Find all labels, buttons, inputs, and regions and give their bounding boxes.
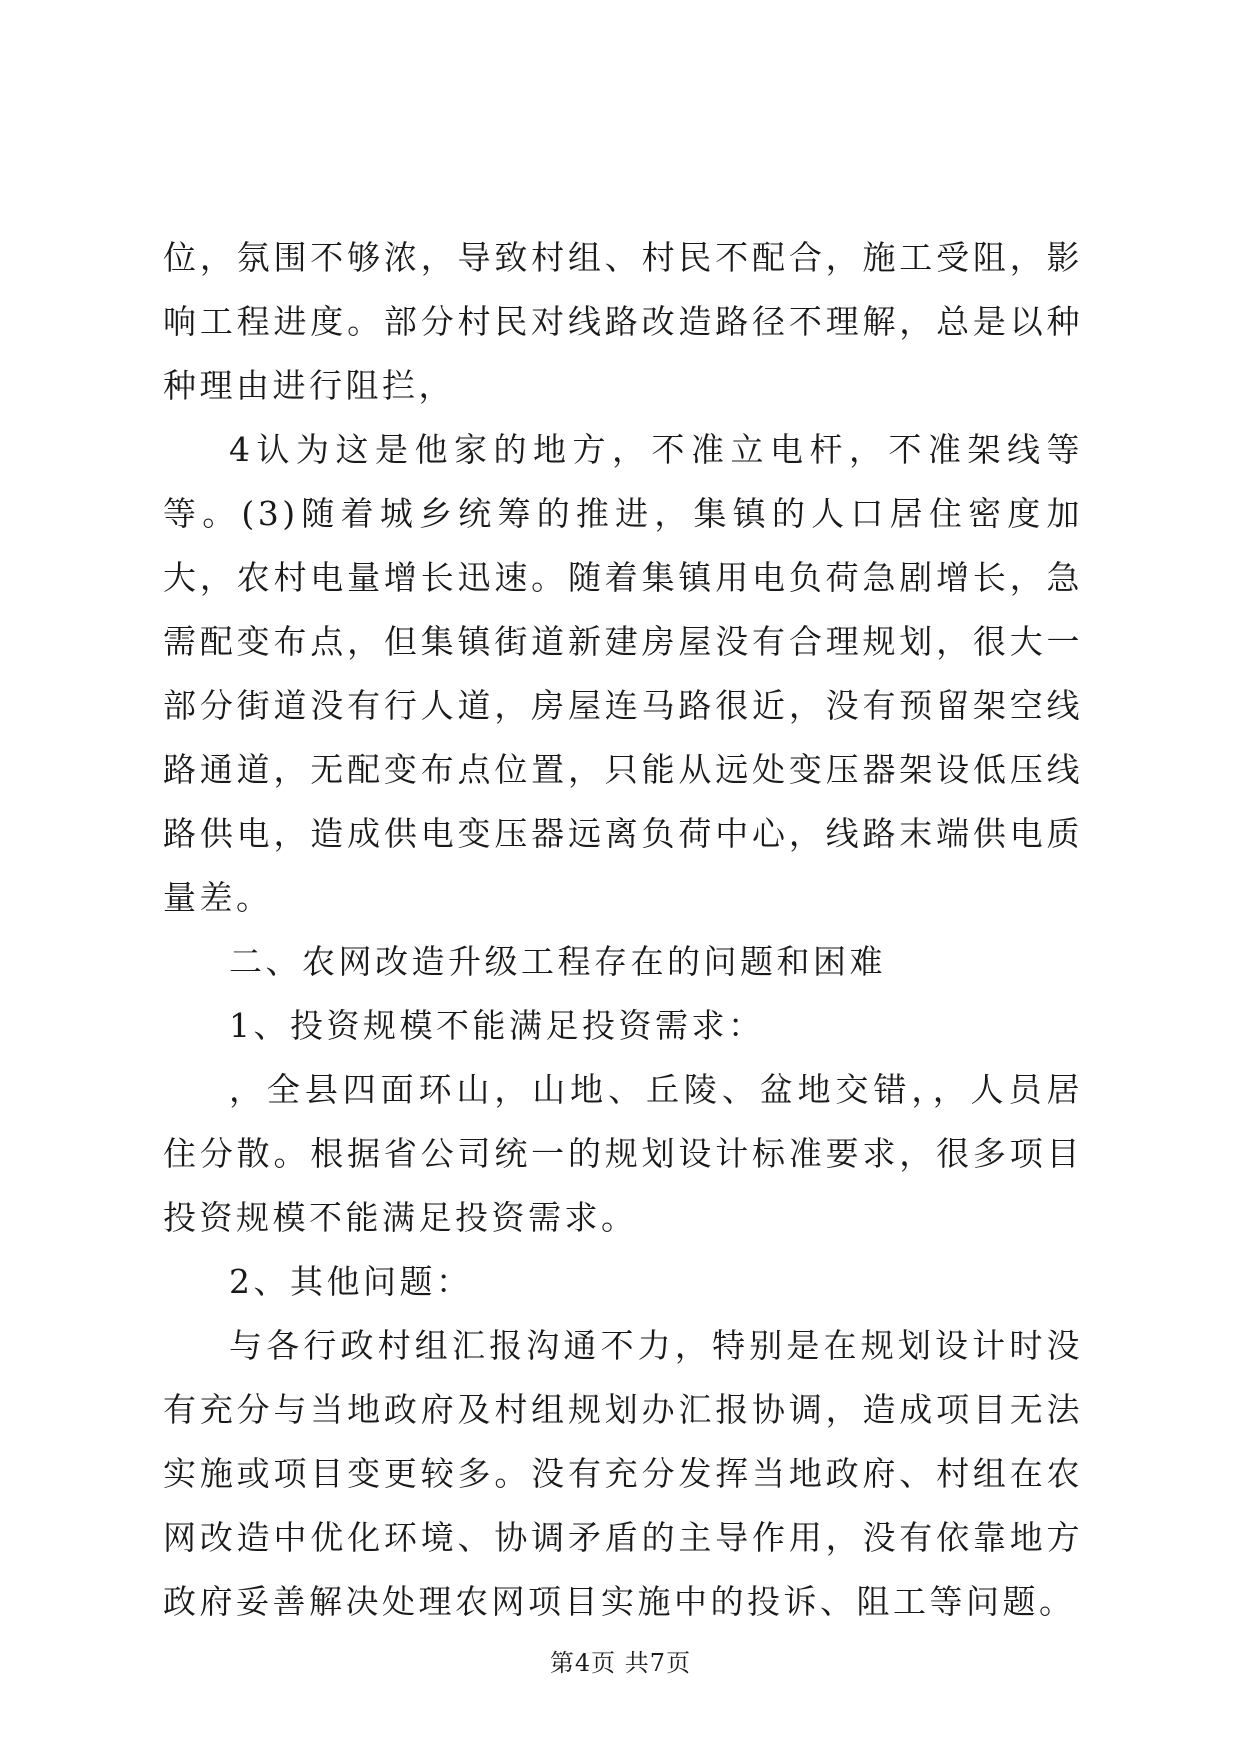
paragraph-investment-scale: ，全县四面环山，山地、丘陵、盆地交错，，人员居住分散。根据省公司统一的规划设计标准要求，很多项目投资规模不能满足投资需求。 (163, 1070, 1083, 1237)
page-number-footer: 第4页 共7页 (549, 1649, 692, 1677)
section-heading-problems: 二、农网改造升级工程存在的问题和困难 (229, 942, 886, 981)
paragraph-other-problems: 与各行政村组汇报沟通不力，特别是在规划设计时没有充分与当地政府及村组规划办汇报协调，造成项目无法实施或项目变更较多。没有充分发挥当地政府、村组在农网改造中优化环境、协调矛盾的主导作用，没有依靠地方政府妥善解决处理农网项目实施中的投诉、阻工等问题。 (163, 1326, 1083, 1621)
subheading-investment-scale: 1、投资规模不能满足投资需求： (229, 1006, 765, 1045)
subheading-other-problems: 2、其他问题： (229, 1262, 473, 1301)
document-body (163, 226, 1083, 1634)
paragraph-village-resistance: 4认为这是他家的地方，不准立电杆，不准架线等等。(3)随着城乡统筹的推进，集镇的人口居住密度加大，农村电量增长迅速。随着集镇用电负荷急剧增长，急需配变布点，但集镇街道新建房屋没有合理规划，很大一部分街道没有行人道，房屋连马路很近，没有预留架空线路通道，无配变布点位置，只能从远处变压器架设低压线路供电，造成供电变压器远离负荷中心，线路末端供电质量差。 (163, 430, 1083, 917)
paragraph-continued: 位，氛围不够浓，导致村组、村民不配合，施工受阻，影响工程进度。部分村民对线路改造路径不理解，总是以种种理由进行阻拦， (163, 238, 1083, 405)
